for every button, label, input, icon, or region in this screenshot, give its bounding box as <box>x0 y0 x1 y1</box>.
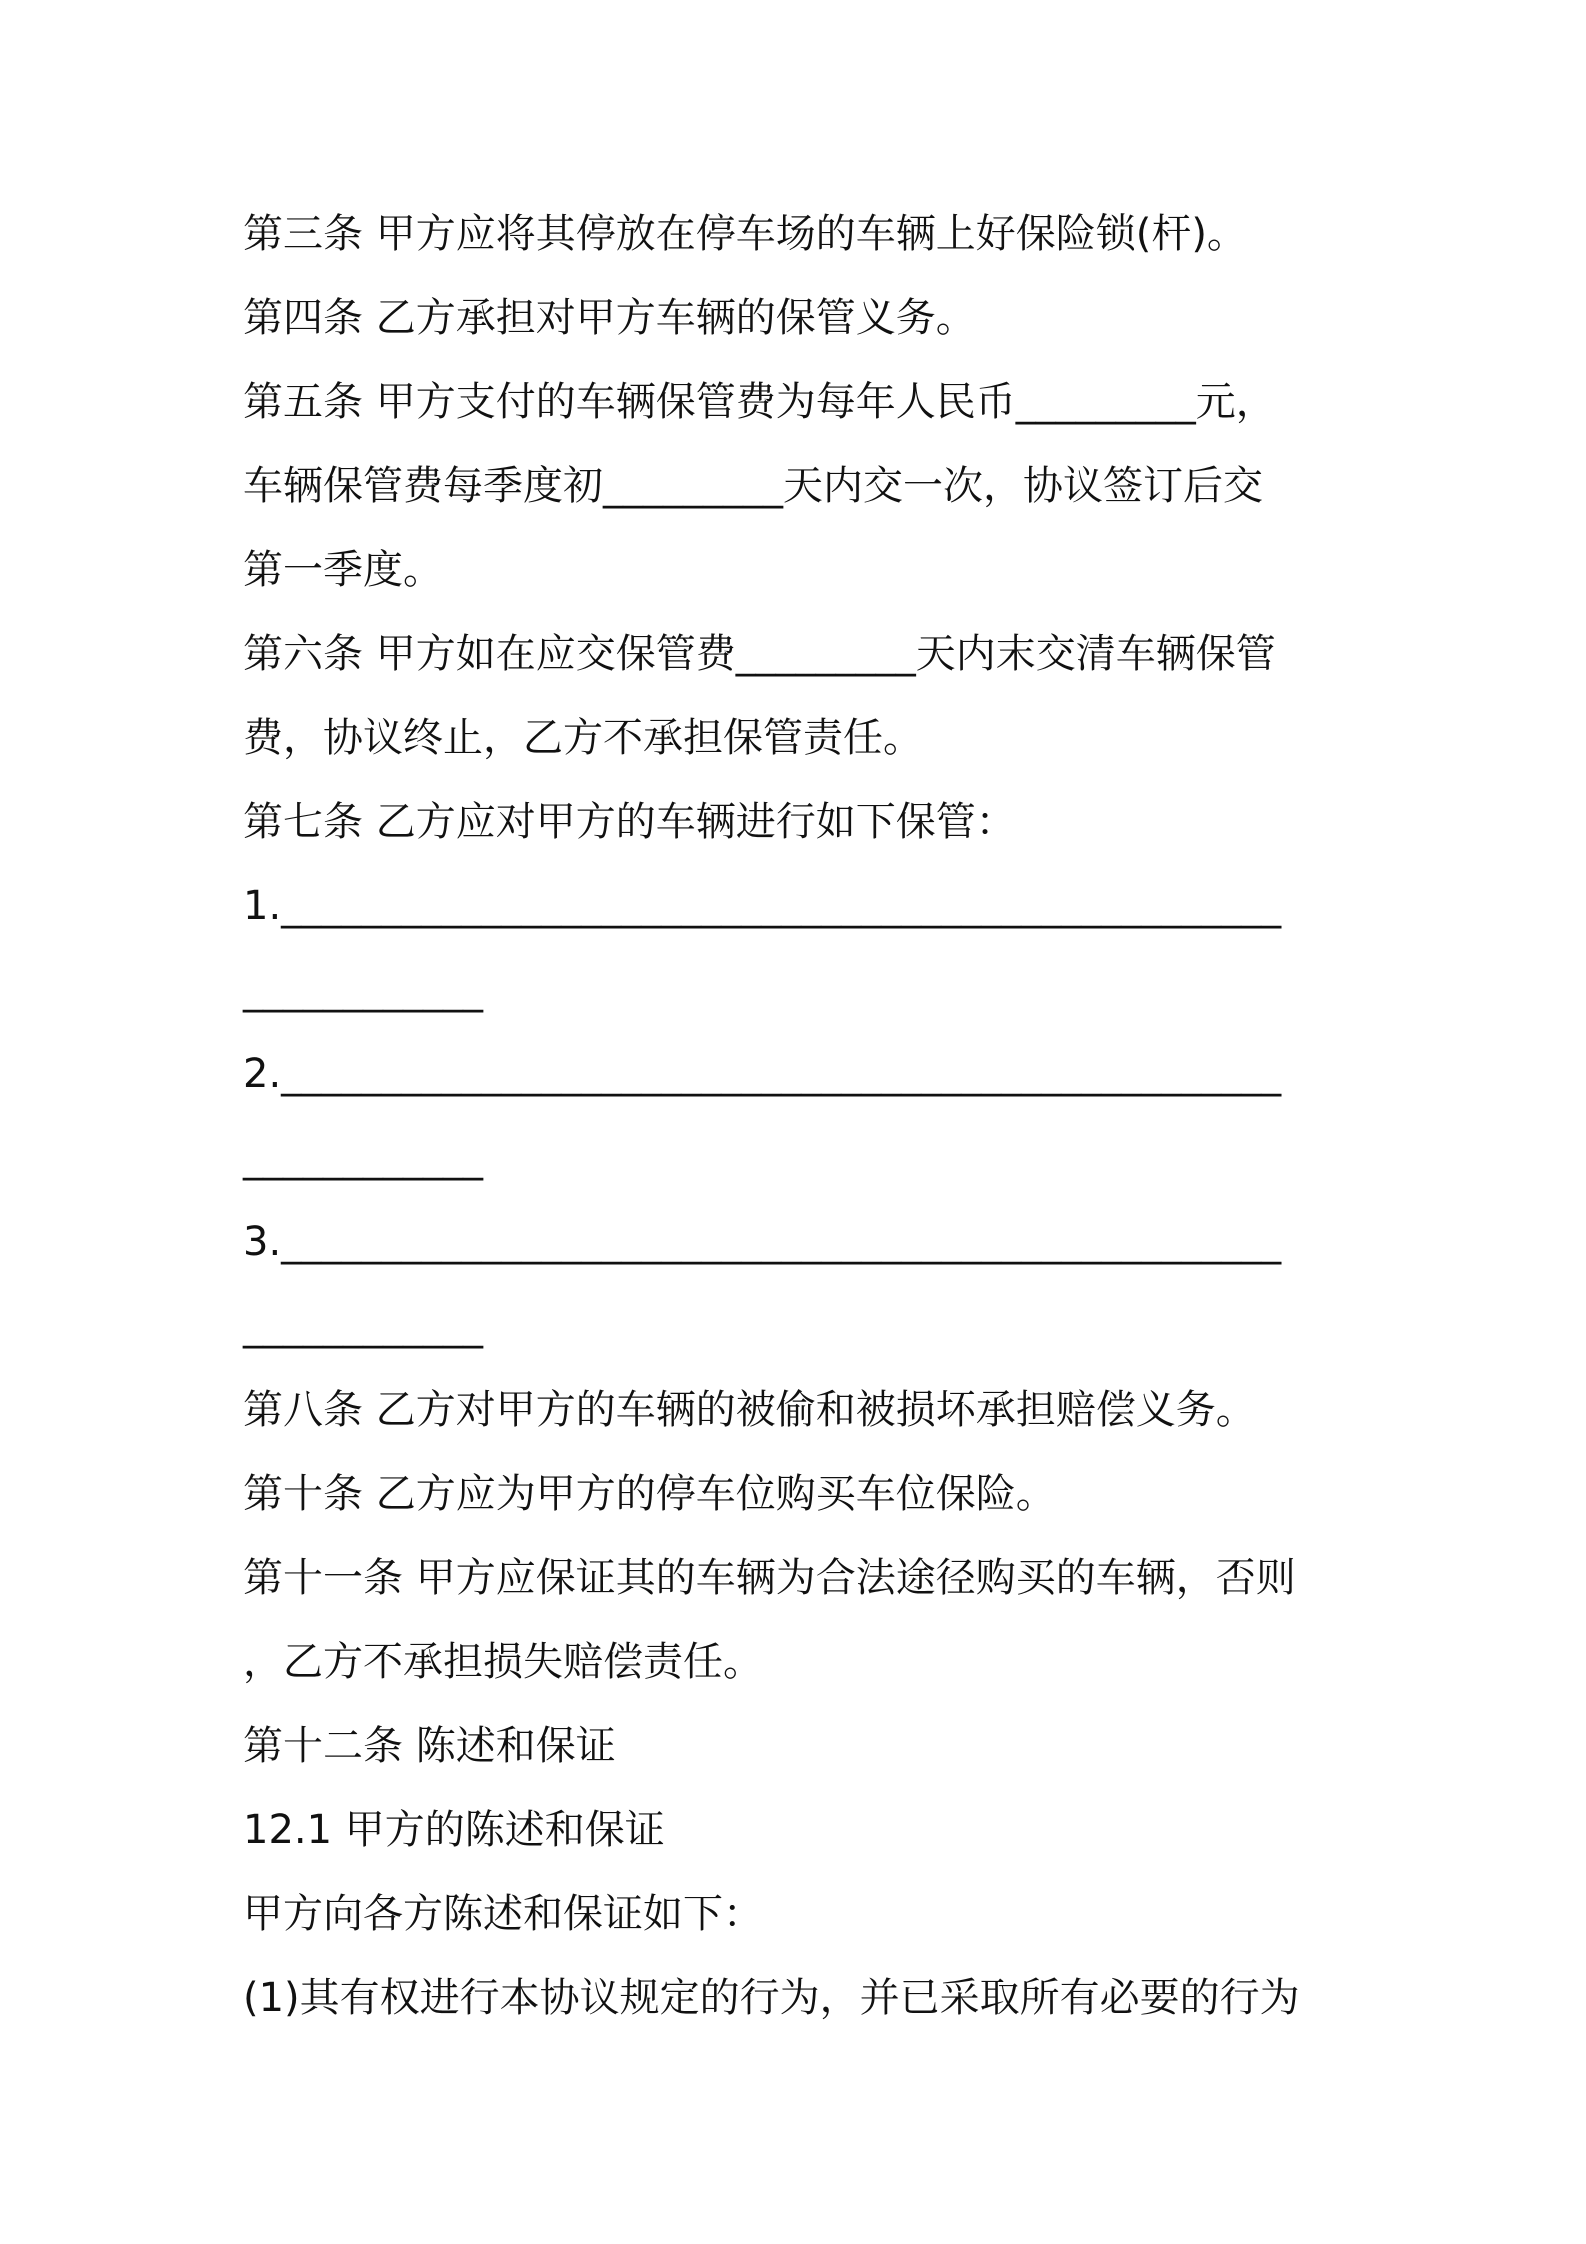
clause-12-heading: 第十二条 陈述和保证 <box>243 1723 616 1769</box>
clause-5-line-1: 第五条 甲方支付的车辆保管费为每年人民币_________元， <box>243 379 1276 425</box>
clause-5-line-3: 第一季度。 <box>243 547 443 593</box>
blank-item-2: 2.__________________________________________________ <box>243 1051 1282 1097</box>
blank-item-2-continuation: ____________ <box>243 1135 483 1181</box>
clause-10: 第十条 乙方应为甲方的停车位购买车位保险。 <box>243 1471 1056 1517</box>
clause-12-1-intro: 甲方向各方陈述和保证如下： <box>243 1891 763 1937</box>
blank-item-3-continuation: ____________ <box>243 1303 483 1349</box>
blank-item-1: 1.__________________________________________________ <box>243 883 1282 929</box>
clause-3: 第三条 甲方应将其停放在停车场的车辆上好保险锁(杆)。 <box>243 211 1247 257</box>
blank-item-3: 3.__________________________________________________ <box>243 1219 1282 1265</box>
clause-11-line-1: 第十一条 甲方应保证其的车辆为合法途径购买的车辆，否则 <box>243 1555 1296 1601</box>
document-body <box>243 192 1353 2040</box>
clause-7: 第七条 乙方应对甲方的车辆进行如下保管： <box>243 799 1016 845</box>
clause-6-line-1: 第六条 甲方如在应交保管费_________天内末交清车辆保管 <box>243 631 1276 677</box>
clause-12-1-item-1: (1)其有权进行本协议规定的行为，并已采取所有必要的行为 <box>243 1975 1300 2021</box>
clause-12-1-heading: 12.1 甲方的陈述和保证 <box>243 1807 665 1853</box>
blank-item-1-continuation: ____________ <box>243 967 483 1013</box>
clause-5-line-2: 车辆保管费每季度初_________天内交一次，协议签订后交 <box>243 463 1263 509</box>
clause-8: 第八条 乙方对甲方的车辆的被偷和被损坏承担赔偿义务。 <box>243 1387 1256 1433</box>
clause-11-line-2: ，乙方不承担损失赔偿责任。 <box>243 1639 763 1685</box>
clause-6-line-2: 费，协议终止，乙方不承担保管责任。 <box>243 715 923 761</box>
clause-4: 第四条 乙方承担对甲方车辆的保管义务。 <box>243 295 976 341</box>
